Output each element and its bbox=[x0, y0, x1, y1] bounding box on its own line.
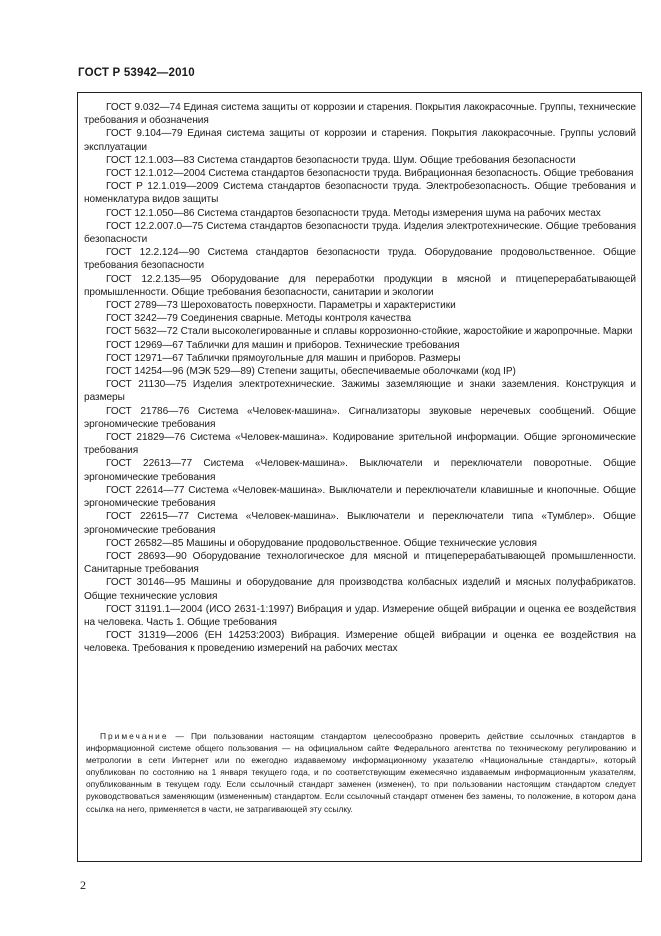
reference-item: ГОСТ 12.1.050—86 Система стандартов безопасности труда. Методы измерения шума на рабочих местах bbox=[106, 207, 601, 219]
reference-item: ГОСТ Р 12.1.019—2009 Система стандартов безопасности труда. Электробезопасность. Общие требования и номенклатура видов защиты bbox=[84, 181, 636, 206]
reference-item: ГОСТ 12.2.007.0—75 Система стандартов безопасности труда. Изделия электротехнические. Общие требования безопасности bbox=[84, 220, 636, 246]
note-lead: Примечание bbox=[100, 731, 169, 741]
reference-item: ГОСТ 30146—95 Машины и оборудование для производства колбасных изделий и мясных полуфабрикатов. Общие технические условия bbox=[84, 577, 636, 602]
reference-item: ГОСТ 9.104—79 Единая система защиты от коррозии и старения. Покрытия лакокрасочные. Группы условий эксплуатации bbox=[84, 128, 636, 153]
reference-item: ГОСТ 21786—76 Система «Человек-машина». Сигнализаторы звуковые неречевых сообщений. Общие эргономические требования bbox=[84, 405, 636, 430]
reference-item: ГОСТ 12971—67 Таблички прямоугольные для машин и приборов. Размеры bbox=[106, 352, 461, 364]
reference-item: ГОСТ 3242—79 Соединения сварные. Методы контроля качества bbox=[106, 313, 412, 325]
reference-item: ГОСТ 12.2.124—90 Система стандартов безопасности труда. Оборудование продовольственное. Общие требования безопасности bbox=[84, 247, 636, 272]
reference-item: ГОСТ 22614—77 Система «Человек-машина». Выключатели и переключатели клавишные и кнопочные. Общие эргономические требования bbox=[84, 484, 636, 510]
reference-item: ГОСТ 14254—96 (МЭК 529—89) Степени защиты, обеспечиваемые оболочками (код IP) bbox=[106, 366, 516, 378]
reference-item: ГОСТ 22613—77 Система «Человек-машина». Выключатели и переключатели поворотные. Общие эргономические требования bbox=[84, 458, 636, 483]
reference-item: ГОСТ 26582—85 Машины и оборудование продовольственное. Общие технические условия bbox=[106, 537, 537, 549]
reference-item: ГОСТ 12.1.012—2004 Система стандартов безопасности труда. Вибрационная безопасность. Общие требования bbox=[106, 168, 634, 180]
reference-item: ГОСТ 12.1.003—83 Система стандартов безопасности труда. Шум. Общие требования безопасности bbox=[106, 154, 576, 166]
reference-item: ГОСТ 22615—77 Система «Человек-машина». Выключатели и переключатели типа «Тумблер». Общие эргономические требования bbox=[84, 511, 636, 536]
note-text: — При пользовании настоящим стандартом целесообразно проверить действие ссылочных стандартов в информационной системе общего пользования — на официальном сайте Федерального агентства по техническому регулированию и метрологии в сети Интернет или по ежегодно издаваемому информационному указателю «Национальные стандарты», который опубликован по состоянию на 1 января текущего года, и по соответствующим ежемесячно издаваемым информационным указателям, опубликованным в текущем году. Если ссылочный стандарт заменен (изменен), то при пользовании настоящим стандартом следует руководствоваться заменяющим (измененным) стандартом. Если ссылочный стандарт отменен без замены, то положение, в котором дана ссылка на него, применяется в части, не затрагивающей эту ссылку. bbox=[86, 731, 636, 814]
page-number: 2 bbox=[80, 878, 86, 892]
reference-item: ГОСТ 21130—75 Изделия электротехнические. Зажимы заземляющие и знаки заземления. Конструкция и размеры bbox=[84, 379, 636, 404]
reference-item: ГОСТ 31191.1—2004 (ИСО 2631-1:1997) Вибрация и удар. Измерение общей вибрации и оценка ее воздействия на человека. Часть 1. Общие требования bbox=[84, 603, 636, 628]
reference-item: ГОСТ 5632—72 Стали высоколегированные и сплавы коррозионно-стойкие, жаростойкие и жаропрочные. Марки bbox=[106, 326, 633, 338]
reference-item: ГОСТ 9.032—74 Единая система защиты от коррозии и старения. Покрытия лакокрасочные. Группы, технические требования и обозначения bbox=[84, 102, 636, 127]
reference-item: ГОСТ 12.2.135—95 Оборудование для переработки продукции в мясной и птицеперерабатывающей промышленности. Общие требования безопасности, санитарии и экологии bbox=[84, 273, 636, 298]
references-list bbox=[84, 101, 636, 656]
reference-item: ГОСТ 2789—73 Шероховатость поверхности. Параметры и характеристики bbox=[106, 300, 456, 312]
reference-item: ГОСТ 31319—2006 (ЕН 14253:2003) Вибрация. Измерение общей вибрации и оценка ее воздействия на человека. Требования к проведению измерений на рабочих местах bbox=[84, 630, 636, 655]
note-paragraph bbox=[86, 730, 636, 815]
reference-item: ГОСТ 21829—76 Система «Человек-машина». Кодирование зрительной информации. Общие эргономические требования bbox=[84, 432, 636, 457]
document-header: ГОСТ Р 53942—2010 bbox=[78, 67, 195, 79]
reference-item: ГОСТ 12969—67 Таблички для машин и приборов. Технические требования bbox=[106, 339, 460, 351]
reference-item: ГОСТ 28693—90 Оборудование технологическое для мясной и птицеперерабатывающей промышленности. Санитарные требования bbox=[84, 550, 636, 576]
